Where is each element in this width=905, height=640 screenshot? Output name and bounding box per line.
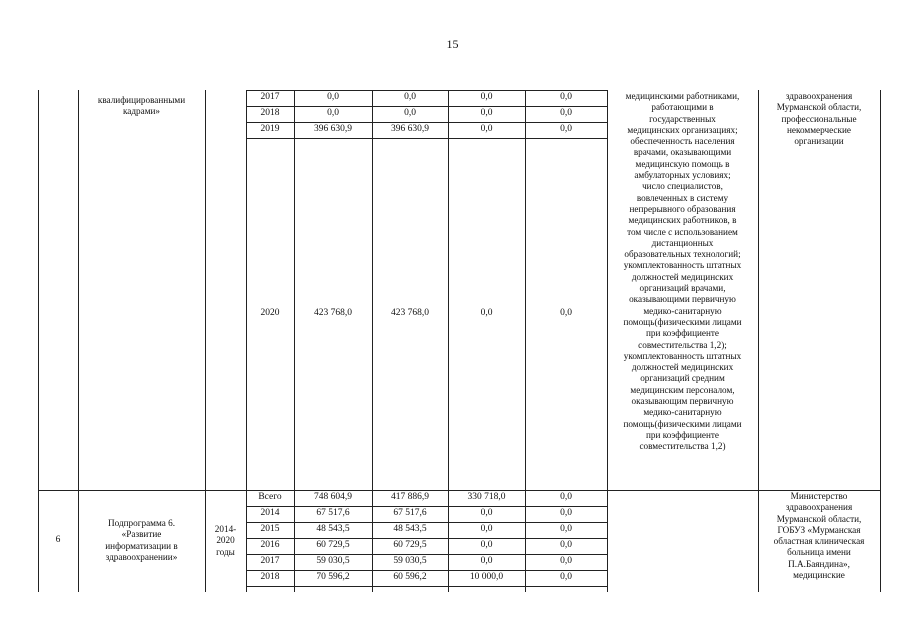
executors-text-line: здравоохранения (785, 91, 853, 101)
year-cell: 2020 (260, 308, 280, 318)
funding-cell: 48 543,5 (393, 524, 427, 534)
year-row-border (246, 90, 607, 91)
funding-cell: 423 768,0 (391, 308, 429, 318)
page-number: 15 (446, 37, 459, 51)
total-cell: 67 517,6 (316, 508, 350, 518)
executors-text-line: организации (794, 136, 844, 147)
funding-cell: 10 000,0 (469, 572, 504, 582)
year-cell: 2018 (260, 108, 280, 118)
indicators-text-line: медико-санитарную (643, 407, 722, 418)
funding-cell: 0,0 (480, 108, 493, 118)
total-cell: 396 630,9 (314, 124, 352, 134)
funding-cell: 67 517,6 (393, 508, 427, 518)
total-cell: 59 030,5 (316, 556, 350, 566)
year-row-border (246, 570, 607, 571)
indicators-text-line: медико-санитарную (643, 305, 722, 316)
total-cell: 423 768,0 (314, 308, 352, 318)
period-line: 2020 (216, 535, 235, 546)
executors-text-line: областная клиническая (773, 536, 865, 547)
year-row-border (246, 522, 607, 523)
executors-text-line: больница имени (787, 547, 851, 558)
indicators-text-line: обеспеченность населения (630, 136, 735, 147)
funding-cell: 0,0 (404, 108, 416, 118)
funding-cell: 0,0 (480, 508, 493, 518)
executors-text-line: медицинские (793, 570, 845, 581)
year-row-border (246, 506, 607, 507)
executors-text (758, 491, 880, 581)
year-cell: Всего (258, 492, 282, 502)
prev-program-name: квалифицированными кадрами» (97, 95, 186, 117)
year-cell: 2014 (260, 508, 280, 518)
indicators-text (607, 91, 758, 453)
indicators-text-line: вовлеченных в систему (636, 192, 729, 203)
indicators-text-line: том числе с использованием (627, 226, 738, 237)
indicators-text-line: при коэффициенте (645, 429, 719, 440)
indicators-text-line: врачами, оказывающими (633, 147, 732, 158)
funding-cell: 330 718,0 (467, 492, 506, 502)
executors-text (758, 91, 880, 147)
indicators-text-line: должностей медицинских (631, 362, 734, 373)
period-line: 2014- (214, 524, 237, 534)
year-row-border (246, 106, 607, 107)
column-border (205, 90, 206, 592)
indicators-text-line: совместительства 1,2) (639, 441, 726, 452)
indicators-text-line: оказывающим первичную (631, 396, 734, 407)
year-row-border (246, 138, 607, 139)
indicators-text-line: образовательных технологий; (624, 249, 741, 260)
indicators-text-line: медицинскими работниками, (625, 91, 740, 101)
funding-cell: 60 596,2 (393, 572, 427, 582)
indicators-text-line: при коэффициенте (645, 328, 719, 339)
funding-cell: 0,0 (560, 108, 572, 118)
funding-cell: 0,0 (480, 124, 493, 134)
column-border (78, 90, 79, 592)
executors-text-line: ГОБУЗ «Мурманская (777, 524, 861, 535)
funding-cell: 0,0 (480, 556, 493, 566)
column-border (38, 90, 39, 592)
funding-cell: 60 729,5 (393, 540, 427, 550)
indicators-text-line: медицинскую помощь в (635, 158, 730, 169)
row-number: 6 (55, 535, 61, 545)
indicators-text-line: совместительства 1,2); (638, 339, 727, 350)
funding-cell: 0,0 (560, 572, 572, 582)
indicators-text-line: оказывающими первичную (629, 294, 736, 305)
indicators-text-line: должностей медицинских (631, 271, 734, 282)
funding-cell: 417 886,9 (391, 492, 429, 502)
year-cell: 2018 (260, 572, 280, 582)
funding-cell: 396 630,9 (391, 124, 429, 134)
year-row-border (246, 554, 607, 555)
funding-cell: 0,0 (560, 92, 572, 102)
total-cell: 0,0 (327, 92, 339, 102)
funding-cell: 0,0 (404, 92, 416, 102)
funding-cell: 0,0 (560, 540, 572, 550)
subprogram-name-line: информатизации в (105, 540, 178, 551)
executors-text-line: П.А.Баяндина», (788, 558, 850, 569)
subprogram-name-line: Подпрограмма 6. (107, 518, 175, 528)
total-cell: 60 729,5 (316, 540, 350, 550)
executors-text-line: Мурманской области, (776, 513, 862, 524)
year-cell: 2015 (260, 524, 280, 534)
executors-text-line: некоммерческие (787, 124, 851, 135)
indicators-text-line: медицинских организациях; (627, 124, 738, 135)
indicators-text-line: укомплектованность штатных (623, 260, 742, 271)
total-cell: 70 596,2 (316, 572, 350, 582)
indicators-text-line: укомплектованность штатных (623, 350, 742, 361)
funding-cell: 0,0 (480, 540, 493, 550)
indicators-text-line: помощь(физическими лицами (623, 316, 742, 327)
indicators-text-line: медицинским персоналом, (630, 384, 735, 395)
funding-cell: 0,0 (560, 556, 572, 566)
indicators-text-line: амбулаторных условиях; (634, 170, 731, 181)
year-cell: 2017 (260, 556, 280, 566)
period-line: годы (216, 546, 235, 557)
indicators-text-line: медицинских работников, в (628, 215, 737, 226)
funding-cell: 0,0 (560, 508, 572, 518)
total-cell: 748 604,9 (314, 492, 352, 502)
funding-cell: 0,0 (480, 308, 493, 318)
executors-text-line: Мурманской области, (776, 102, 862, 113)
indicators-text-line: число специалистов, (642, 181, 723, 192)
year-cell: 2019 (260, 124, 280, 134)
funding-cell: 0,0 (480, 524, 493, 534)
total-cell: 48 543,5 (316, 524, 350, 534)
executors-text-line: профессиональные (781, 113, 857, 124)
year-row-border (246, 122, 607, 123)
subprogram-name-line: здравоохранении» (105, 551, 178, 562)
indicators-text-line: работающими в (651, 102, 714, 113)
period (205, 524, 246, 558)
indicators-text-line: помощь(физическими лицами (623, 418, 742, 429)
indicators-text-line: государственных (649, 113, 716, 124)
total-cell: 0,0 (327, 108, 339, 118)
funding-cell: 0,0 (480, 92, 493, 102)
funding-cell: 0,0 (560, 524, 572, 534)
executors-text-line: Министерство (790, 491, 848, 501)
year-cell: 2017 (260, 92, 280, 102)
year-row-border (246, 538, 607, 539)
funding-cell: 0,0 (560, 124, 572, 134)
indicators-text-line: организаций средним (640, 373, 725, 384)
year-cell: 2016 (260, 540, 280, 550)
subprogram-name-line: «Развитие (121, 529, 162, 540)
executors-text-line: здравоохранения (785, 502, 853, 513)
column-border (880, 90, 881, 592)
subprogram-name (78, 518, 205, 563)
indicators-text-line: непрерывного образования (629, 203, 736, 214)
funding-cell: 59 030,5 (393, 556, 427, 566)
year-row-border (246, 490, 607, 491)
funding-cell: 0,0 (560, 308, 572, 318)
funding-cell: 0,0 (560, 492, 572, 502)
indicators-text-line: дистанционных (651, 237, 714, 248)
indicators-text-line: организаций врачами, (639, 283, 726, 294)
year-row-border (246, 586, 607, 587)
